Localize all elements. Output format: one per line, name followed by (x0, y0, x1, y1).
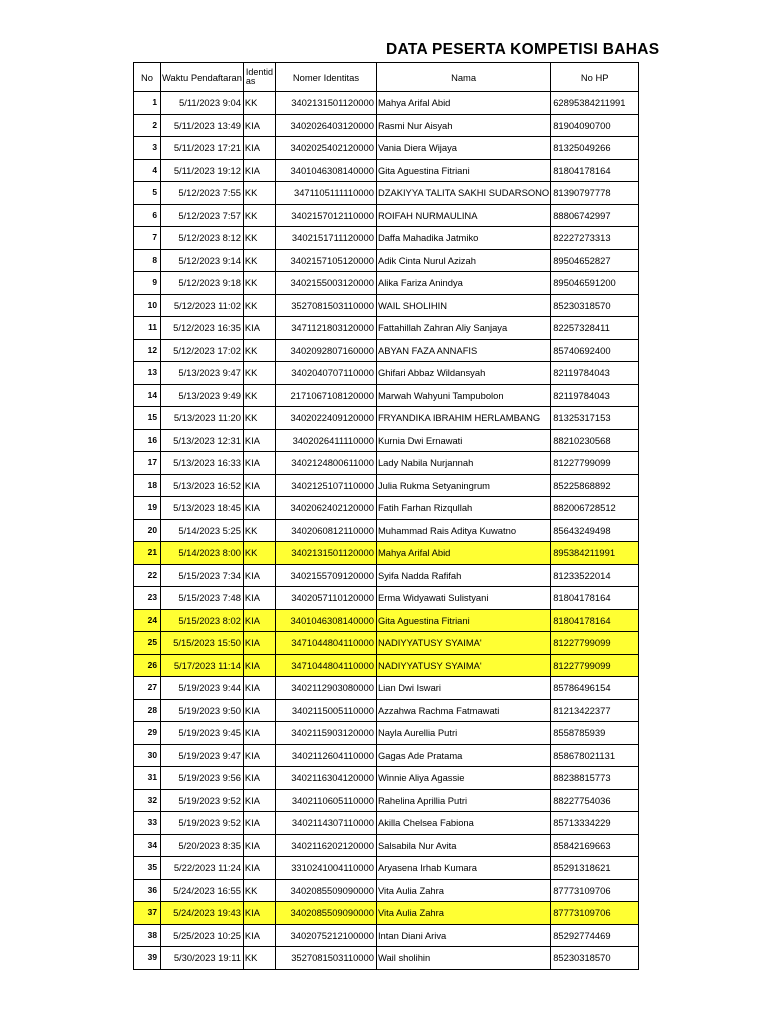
cell-jenis-identitas: KIA (243, 497, 275, 520)
cell-nama: Wail sholihin (376, 947, 550, 970)
table-row (134, 632, 639, 655)
cell-waktu: 5/20/2023 8:35 (161, 834, 244, 857)
cell-waktu: 5/13/2023 16:52 (161, 474, 244, 497)
cell-no: 38 (134, 924, 161, 947)
cell-jenis-identitas: KIA (243, 902, 275, 925)
cell-nomer-identitas: 3402155003120000 (275, 272, 376, 295)
cell-no-hp: 81904090700 (551, 114, 639, 137)
cell-waktu: 5/11/2023 9:04 (161, 92, 244, 115)
cell-no-hp: 88238815773 (551, 767, 639, 790)
cell-jenis-identitas: KIA (243, 587, 275, 610)
cell-no-hp: 85786496154 (551, 677, 639, 700)
header-no: No (134, 63, 161, 92)
cell-no-hp: 81325049266 (551, 137, 639, 160)
cell-no: 30 (134, 744, 161, 767)
cell-waktu: 5/19/2023 9:52 (161, 789, 244, 812)
header-waktu-pendaftaran: Waktu Pendaftaran (161, 63, 244, 92)
table-row (134, 272, 639, 295)
header-identitas: Identid as (243, 63, 275, 92)
cell-no: 9 (134, 272, 161, 295)
cell-nomer-identitas: 3402112604110000 (275, 744, 376, 767)
table-row (134, 339, 639, 362)
cell-nama: DZAKIYYA TALITA SAKHI SUDARSONO (376, 182, 550, 205)
cell-nama: FRYANDIKA IBRAHIM HERLAMBANG (376, 407, 550, 430)
cell-nama: Ghifari Abbaz Wildansyah (376, 362, 550, 385)
cell-jenis-identitas: KK (243, 339, 275, 362)
table-row (134, 159, 639, 182)
cell-waktu: 5/24/2023 19:43 (161, 902, 244, 925)
table-row (134, 587, 639, 610)
cell-no: 26 (134, 654, 161, 677)
cell-jenis-identitas: KK (243, 384, 275, 407)
table-row (134, 564, 639, 587)
cell-no-hp: 85292774469 (551, 924, 639, 947)
cell-jenis-identitas: KIA (243, 767, 275, 790)
cell-nomer-identitas: 3471121803120000 (275, 317, 376, 340)
cell-nomer-identitas: 3402155709120000 (275, 564, 376, 587)
cell-waktu: 5/13/2023 18:45 (161, 497, 244, 520)
table-row (134, 474, 639, 497)
cell-jenis-identitas: KK (243, 519, 275, 542)
cell-jenis-identitas: KIA (243, 789, 275, 812)
cell-nama: Adik Cinta Nurul Azizah (376, 249, 550, 272)
cell-jenis-identitas: KIA (243, 722, 275, 745)
cell-jenis-identitas: KK (243, 879, 275, 902)
table-row (134, 92, 639, 115)
participants-table (133, 62, 639, 970)
cell-nama: Vita Aulia Zahra (376, 902, 550, 925)
table-row (134, 137, 639, 160)
table-row (134, 677, 639, 700)
cell-no: 24 (134, 609, 161, 632)
cell-no: 34 (134, 834, 161, 857)
table-row (134, 294, 639, 317)
cell-nama: WAIL SHOLIHIN (376, 294, 550, 317)
cell-nama: ABYAN FAZA ANNAFIS (376, 339, 550, 362)
cell-no-hp: 88227754036 (551, 789, 639, 812)
cell-jenis-identitas: KIA (243, 812, 275, 835)
cell-nama: Kurnia Dwi Ernawati (376, 429, 550, 452)
cell-nomer-identitas: 3402075212100000 (275, 924, 376, 947)
cell-nomer-identitas: 3402157012110000 (275, 204, 376, 227)
table-row (134, 204, 639, 227)
table-row (134, 947, 639, 970)
cell-no-hp: 85643249498 (551, 519, 639, 542)
cell-waktu: 5/17/2023 11:14 (161, 654, 244, 677)
cell-nomer-identitas: 3402131501120000 (275, 542, 376, 565)
cell-nomer-identitas: 3402040707110000 (275, 362, 376, 385)
cell-nama: Lady Nabila Nurjannah (376, 452, 550, 475)
cell-no: 12 (134, 339, 161, 362)
cell-jenis-identitas: KIA (243, 834, 275, 857)
cell-nomer-identitas: 3402085509090000 (275, 902, 376, 925)
cell-nomer-identitas: 3402125107110000 (275, 474, 376, 497)
cell-no: 21 (134, 542, 161, 565)
cell-no-hp: 81804178164 (551, 609, 639, 632)
cell-jenis-identitas: KIA (243, 632, 275, 655)
cell-no: 15 (134, 407, 161, 430)
cell-waktu: 5/24/2023 16:55 (161, 879, 244, 902)
cell-waktu: 5/14/2023 8:00 (161, 542, 244, 565)
cell-nama: Daffa Mahadika Jatmiko (376, 227, 550, 250)
cell-nomer-identitas: 3471044804110000 (275, 632, 376, 655)
cell-nomer-identitas: 3527081503110000 (275, 947, 376, 970)
cell-nomer-identitas: 3401046308140000 (275, 159, 376, 182)
cell-jenis-identitas: KIA (243, 452, 275, 475)
cell-no: 19 (134, 497, 161, 520)
cell-no-hp: 882006728512 (551, 497, 639, 520)
header-nama: Nama (376, 63, 550, 92)
cell-no: 25 (134, 632, 161, 655)
cell-nomer-identitas: 3402092807160000 (275, 339, 376, 362)
cell-no: 2 (134, 114, 161, 137)
cell-waktu: 5/19/2023 9:47 (161, 744, 244, 767)
cell-jenis-identitas: KIA (243, 699, 275, 722)
cell-no: 37 (134, 902, 161, 925)
cell-no: 8 (134, 249, 161, 272)
cell-no-hp: 895046591200 (551, 272, 639, 295)
cell-nama: Julia Rukma Setyaningrum (376, 474, 550, 497)
table-row (134, 317, 639, 340)
table-row (134, 609, 639, 632)
cell-no: 22 (134, 564, 161, 587)
cell-nama: Alika Fariza Anindya (376, 272, 550, 295)
table-row (134, 812, 639, 835)
table-row (134, 362, 639, 385)
cell-nama: Gita Aguestina Fitriani (376, 159, 550, 182)
cell-jenis-identitas: KK (243, 204, 275, 227)
table-row (134, 722, 639, 745)
cell-nomer-identitas: 3402114307110000 (275, 812, 376, 835)
cell-nama: Aryasena Irhab Kumara (376, 857, 550, 880)
cell-nama: Nayla Aurellia Putri (376, 722, 550, 745)
cell-jenis-identitas: KK (243, 249, 275, 272)
cell-nomer-identitas: 2171067108120000 (275, 384, 376, 407)
cell-waktu: 5/11/2023 19:12 (161, 159, 244, 182)
cell-nomer-identitas: 3402026411110000 (275, 429, 376, 452)
table-row (134, 767, 639, 790)
cell-jenis-identitas: KIA (243, 137, 275, 160)
cell-nama: NADIYYATUSY SYAIMA' (376, 632, 550, 655)
cell-nama: Azzahwa Rachma Fatmawati (376, 699, 550, 722)
cell-jenis-identitas: KIA (243, 744, 275, 767)
cell-no: 10 (134, 294, 161, 317)
cell-nama: Fatih Farhan Rizqullah (376, 497, 550, 520)
table-row (134, 384, 639, 407)
cell-jenis-identitas: KK (243, 947, 275, 970)
cell-no-hp: 88210230568 (551, 429, 639, 452)
cell-no-hp: 82257328411 (551, 317, 639, 340)
table-row (134, 789, 639, 812)
cell-nomer-identitas: 3402060812110000 (275, 519, 376, 542)
cell-no-hp: 82119784043 (551, 384, 639, 407)
cell-no-hp: 89504652827 (551, 249, 639, 272)
cell-jenis-identitas: KIA (243, 924, 275, 947)
cell-nomer-identitas: 3402022409120000 (275, 407, 376, 430)
table-row (134, 407, 639, 430)
cell-nomer-identitas: 3402124800611000 (275, 452, 376, 475)
cell-no: 31 (134, 767, 161, 790)
cell-no-hp: 88806742997 (551, 204, 639, 227)
cell-nama: Gita Aguestina Fitriani (376, 609, 550, 632)
cell-waktu: 5/11/2023 13:49 (161, 114, 244, 137)
cell-nomer-identitas: 3471105111110000 (275, 182, 376, 205)
cell-nomer-identitas: 3402157105120000 (275, 249, 376, 272)
cell-nomer-identitas: 3402115903120000 (275, 722, 376, 745)
cell-jenis-identitas: KIA (243, 857, 275, 880)
cell-no: 16 (134, 429, 161, 452)
cell-no: 39 (134, 947, 161, 970)
cell-no-hp: 81390797778 (551, 182, 639, 205)
cell-waktu: 5/14/2023 5:25 (161, 519, 244, 542)
cell-jenis-identitas: KK (243, 182, 275, 205)
cell-waktu: 5/13/2023 9:49 (161, 384, 244, 407)
cell-no-hp: 895384211991 (551, 542, 639, 565)
cell-waktu: 5/19/2023 9:45 (161, 722, 244, 745)
cell-waktu: 5/19/2023 9:50 (161, 699, 244, 722)
cell-waktu: 5/12/2023 9:14 (161, 249, 244, 272)
cell-no: 20 (134, 519, 161, 542)
cell-no: 33 (134, 812, 161, 835)
cell-waktu: 5/13/2023 9:47 (161, 362, 244, 385)
cell-nomer-identitas: 3402151711120000 (275, 227, 376, 250)
table-row (134, 182, 639, 205)
table-row (134, 227, 639, 250)
cell-no-hp: 81804178164 (551, 587, 639, 610)
cell-no-hp: 87773109706 (551, 902, 639, 925)
cell-jenis-identitas: KIA (243, 317, 275, 340)
table-row (134, 249, 639, 272)
header-nomer-identitas: Nomer Identitas (275, 63, 376, 92)
table-row (134, 857, 639, 880)
cell-nama: Vita Aulia Zahra (376, 879, 550, 902)
cell-nomer-identitas: 3471044804110000 (275, 654, 376, 677)
cell-waktu: 5/12/2023 8:12 (161, 227, 244, 250)
cell-nama: Winnie Aliya Agassie (376, 767, 550, 790)
page-title: DATA PESERTA KOMPETISI BAHAS (386, 41, 660, 58)
cell-no-hp: 81227799099 (551, 654, 639, 677)
cell-no: 32 (134, 789, 161, 812)
cell-no-hp: 85230318570 (551, 294, 639, 317)
cell-nama: Akilla Chelsea Fabiona (376, 812, 550, 835)
cell-jenis-identitas: KK (243, 92, 275, 115)
cell-nomer-identitas: 3402131501120000 (275, 92, 376, 115)
cell-no-hp: 81804178164 (551, 159, 639, 182)
cell-waktu: 5/15/2023 8:02 (161, 609, 244, 632)
cell-jenis-identitas: KK (243, 272, 275, 295)
table-row (134, 699, 639, 722)
cell-nama: Mahya Arifal Abid (376, 92, 550, 115)
cell-no-hp: 62895384211991 (551, 92, 639, 115)
cell-waktu: 5/15/2023 7:34 (161, 564, 244, 587)
cell-nama: NADIYYATUSY SYAIMA' (376, 654, 550, 677)
cell-no: 5 (134, 182, 161, 205)
cell-no: 6 (134, 204, 161, 227)
cell-jenis-identitas: KK (243, 227, 275, 250)
cell-jenis-identitas: KK (243, 294, 275, 317)
cell-no-hp: 85713334229 (551, 812, 639, 835)
table-row (134, 519, 639, 542)
cell-jenis-identitas: KK (243, 542, 275, 565)
cell-nama: Rasmi Nur Aisyah (376, 114, 550, 137)
cell-no: 1 (134, 92, 161, 115)
cell-waktu: 5/19/2023 9:56 (161, 767, 244, 790)
cell-no: 17 (134, 452, 161, 475)
cell-nomer-identitas: 3402085509090000 (275, 879, 376, 902)
cell-jenis-identitas: KIA (243, 609, 275, 632)
cell-jenis-identitas: KIA (243, 114, 275, 137)
cell-nama: Intan Diani Ariva (376, 924, 550, 947)
cell-nama: Muhammad Rais Aditya Kuwatno (376, 519, 550, 542)
cell-no: 14 (134, 384, 161, 407)
cell-nomer-identitas: 3402116304120000 (275, 767, 376, 790)
cell-no-hp: 81233522014 (551, 564, 639, 587)
cell-no-hp: 81325317153 (551, 407, 639, 430)
cell-no: 3 (134, 137, 161, 160)
table-row (134, 744, 639, 767)
cell-no: 7 (134, 227, 161, 250)
cell-waktu: 5/22/2023 11:24 (161, 857, 244, 880)
cell-no: 18 (134, 474, 161, 497)
header-row (134, 63, 639, 92)
cell-no: 36 (134, 879, 161, 902)
cell-waktu: 5/15/2023 7:48 (161, 587, 244, 610)
table-row (134, 654, 639, 677)
cell-waktu: 5/13/2023 16:33 (161, 452, 244, 475)
cell-waktu: 5/12/2023 7:55 (161, 182, 244, 205)
cell-nomer-identitas: 3527081503110000 (275, 294, 376, 317)
cell-no-hp: 81227799099 (551, 632, 639, 655)
cell-no-hp: 85842169663 (551, 834, 639, 857)
cell-no-hp: 8558785939 (551, 722, 639, 745)
cell-nomer-identitas: 3402026403120000 (275, 114, 376, 137)
cell-nomer-identitas: 3402057110120000 (275, 587, 376, 610)
cell-nama: Fattahillah Zahran Aliy Sanjaya (376, 317, 550, 340)
cell-nomer-identitas: 3402112903080000 (275, 677, 376, 700)
cell-waktu: 5/12/2023 16:35 (161, 317, 244, 340)
cell-waktu: 5/13/2023 12:31 (161, 429, 244, 452)
cell-jenis-identitas: KIA (243, 654, 275, 677)
cell-nomer-identitas: 3402062402120000 (275, 497, 376, 520)
cell-no: 28 (134, 699, 161, 722)
cell-no-hp: 85230318570 (551, 947, 639, 970)
cell-no-hp: 85740692400 (551, 339, 639, 362)
cell-nama: ROIFAH NURMAULINA (376, 204, 550, 227)
cell-jenis-identitas: KIA (243, 429, 275, 452)
cell-jenis-identitas: KIA (243, 677, 275, 700)
cell-no-hp: 82119784043 (551, 362, 639, 385)
table-row (134, 542, 639, 565)
table-row (134, 879, 639, 902)
cell-waktu: 5/11/2023 17:21 (161, 137, 244, 160)
cell-waktu: 5/30/2023 19:11 (161, 947, 244, 970)
cell-nama: Syifa Nadda Rafifah (376, 564, 550, 587)
cell-no: 29 (134, 722, 161, 745)
cell-nomer-identitas: 3310241004110000 (275, 857, 376, 880)
cell-waktu: 5/19/2023 9:44 (161, 677, 244, 700)
table-row (134, 114, 639, 137)
cell-jenis-identitas: KIA (243, 159, 275, 182)
table-row (134, 497, 639, 520)
cell-nomer-identitas: 3402025402120000 (275, 137, 376, 160)
cell-jenis-identitas: KK (243, 362, 275, 385)
cell-nama: Marwah Wahyuni Tampubolon (376, 384, 550, 407)
cell-no: 35 (134, 857, 161, 880)
cell-nama: Gagas Ade Pratama (376, 744, 550, 767)
cell-no-hp: 858678021131 (551, 744, 639, 767)
cell-no-hp: 81213422377 (551, 699, 639, 722)
cell-no: 23 (134, 587, 161, 610)
cell-nama: Salsabila Nur Avita (376, 834, 550, 857)
cell-nama: Rahelina Aprillia Putri (376, 789, 550, 812)
cell-nama: Vania Diera Wijaya (376, 137, 550, 160)
cell-nomer-identitas: 3402110605110000 (275, 789, 376, 812)
cell-no-hp: 87773109706 (551, 879, 639, 902)
cell-waktu: 5/12/2023 7:57 (161, 204, 244, 227)
cell-waktu: 5/13/2023 11:20 (161, 407, 244, 430)
cell-no-hp: 82227273313 (551, 227, 639, 250)
cell-waktu: 5/15/2023 15:50 (161, 632, 244, 655)
cell-no-hp: 85225868892 (551, 474, 639, 497)
cell-no-hp: 85291318621 (551, 857, 639, 880)
cell-waktu: 5/19/2023 9:52 (161, 812, 244, 835)
cell-jenis-identitas: KIA (243, 474, 275, 497)
cell-jenis-identitas: KK (243, 407, 275, 430)
cell-jenis-identitas: KIA (243, 564, 275, 587)
cell-nama: Erma Widyawati Sulistyani (376, 587, 550, 610)
cell-no-hp: 81227799099 (551, 452, 639, 475)
cell-nama: Mahya Arifal Abid (376, 542, 550, 565)
cell-no: 4 (134, 159, 161, 182)
table-row (134, 834, 639, 857)
cell-no: 13 (134, 362, 161, 385)
cell-nomer-identitas: 3402115005110000 (275, 699, 376, 722)
cell-waktu: 5/12/2023 11:02 (161, 294, 244, 317)
cell-no: 11 (134, 317, 161, 340)
cell-waktu: 5/12/2023 9:18 (161, 272, 244, 295)
table-row (134, 429, 639, 452)
table-row (134, 924, 639, 947)
cell-waktu: 5/25/2023 10:25 (161, 924, 244, 947)
cell-waktu: 5/12/2023 17:02 (161, 339, 244, 362)
cell-no: 27 (134, 677, 161, 700)
cell-nomer-identitas: 3401046308140000 (275, 609, 376, 632)
header-no-hp: No HP (551, 63, 639, 92)
table-row (134, 902, 639, 925)
table-row (134, 452, 639, 475)
cell-nomer-identitas: 3402116202120000 (275, 834, 376, 857)
cell-nama: Lian Dwi Iswari (376, 677, 550, 700)
